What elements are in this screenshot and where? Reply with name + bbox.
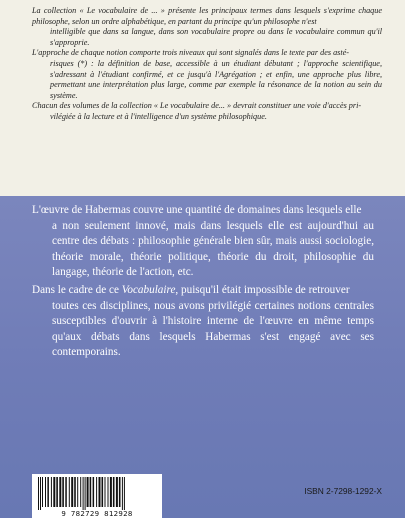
barcode-bar xyxy=(87,477,89,507)
book-paragraph-2-after: , puisqu'il était impossible de retrouver xyxy=(175,283,350,296)
barcode-bar xyxy=(119,477,121,507)
barcode-bar xyxy=(42,477,43,507)
barcode-bar xyxy=(53,477,55,507)
book-description xyxy=(32,203,374,361)
collection-paragraph-1-lead: La collection « Le vocabulaire de ... » présente les principaux termes dans lesquels s'exprime chaque philosophe, selon un ordre alphabétique, en partant du principe qu'un philosophe n'est xyxy=(32,6,382,26)
barcode-image xyxy=(36,477,158,510)
barcode-bar xyxy=(93,477,95,507)
collection-paragraph-1-rest: intelligible que dans sa langue, dans son vocabulaire propre ou dans le vocabulaire commun qu'il s'approprie. xyxy=(50,27,382,47)
barcode-bar xyxy=(45,477,46,507)
barcode-bar xyxy=(122,477,123,510)
barcode-bar xyxy=(80,477,81,507)
book-paragraph-1-lead: L'œuvre de Habermas couvre une quantité de domaines dans lesquels elle xyxy=(32,204,362,216)
barcode-label xyxy=(32,474,162,518)
collection-paragraph-3-rest: vilégiée à la lecture et à l'intelligence d'un système philosophique. xyxy=(50,111,267,121)
book-paragraph-2 xyxy=(32,283,374,361)
collection-paragraph-2-rest: risques (*) : la définition de base, accessible à un étudiant débutant ; l'approche scientifique, s'adressant à l'étudiant confirmé, et ce jusqu'à l'Agrégation ; et enfin, une approche plus libre, permettant une interprétation plus large, comme par exemple la résonance de la notion au sein du système. xyxy=(50,58,382,100)
barcode-bar xyxy=(108,477,109,507)
vocabulaire-title: Vocabulaire xyxy=(121,283,176,296)
collection-paragraph-2-lead: L'approche de chaque notion comporte trois niveaux qui sont signalés dans le texte par des asté- xyxy=(32,48,349,58)
collection-paragraph-2 xyxy=(32,48,382,101)
barcode-bar xyxy=(85,477,86,510)
barcode-bar xyxy=(69,477,70,507)
barcode-bar xyxy=(116,477,118,507)
book-description-panel xyxy=(0,196,405,518)
collection-paragraph-3 xyxy=(32,101,382,122)
book-paragraph-1-rest: a non seulement innové, mais dans lesquels elle est aujourd'hui au centre des débats : philosophie générale bien sûr, mais aussi sociologie, théorie morale, théorie politique, théorie du droit, philosophie du langage, théorie de l'action, etc. xyxy=(52,219,374,279)
barcode-bar xyxy=(90,477,92,507)
book-paragraph-2-before: Dans le cadre de ce xyxy=(32,283,122,296)
barcode-bar xyxy=(74,477,76,507)
barcode-bar xyxy=(83,477,84,510)
book-paragraph-2-rest: toutes ces disciplines, nous avons privilégié certaines notions centrales susceptibles d'ouvrir à l'histoire interne de l'œuvre en même temps qu'aux débats dans lesquels Habermas s'est engagé avec ses contemporains. xyxy=(52,299,374,359)
barcode-bar xyxy=(77,477,78,507)
barcode-bar xyxy=(124,477,125,510)
book-paragraph-1 xyxy=(32,203,374,281)
barcode-bar xyxy=(65,477,67,507)
barcode-bar xyxy=(71,477,73,507)
barcode-bar xyxy=(99,477,101,507)
barcode-bar xyxy=(102,477,104,507)
barcode-bar xyxy=(110,477,112,507)
barcode-digits: 9 782729 812928 xyxy=(61,509,133,518)
barcode-bar xyxy=(96,477,97,507)
isbn-number: ISBN 2-7298-1292-X xyxy=(304,486,382,496)
barcode-bar xyxy=(38,477,39,510)
collection-description xyxy=(32,6,382,123)
barcode-bar xyxy=(59,477,61,507)
barcode-bar xyxy=(56,477,58,507)
barcode-bar xyxy=(105,477,106,507)
barcode-bar xyxy=(40,477,41,510)
barcode-bar xyxy=(62,477,64,507)
barcode-bar xyxy=(113,477,115,507)
barcode-bar xyxy=(47,477,49,507)
collection-description-panel xyxy=(0,0,405,196)
barcode-bar xyxy=(51,477,52,507)
collection-paragraph-3-lead: Chacun des volumes de la collection « Le vocabulaire de... » devrait constituer une voie d'accès pri- xyxy=(32,101,362,111)
collection-paragraph-1 xyxy=(32,6,382,48)
